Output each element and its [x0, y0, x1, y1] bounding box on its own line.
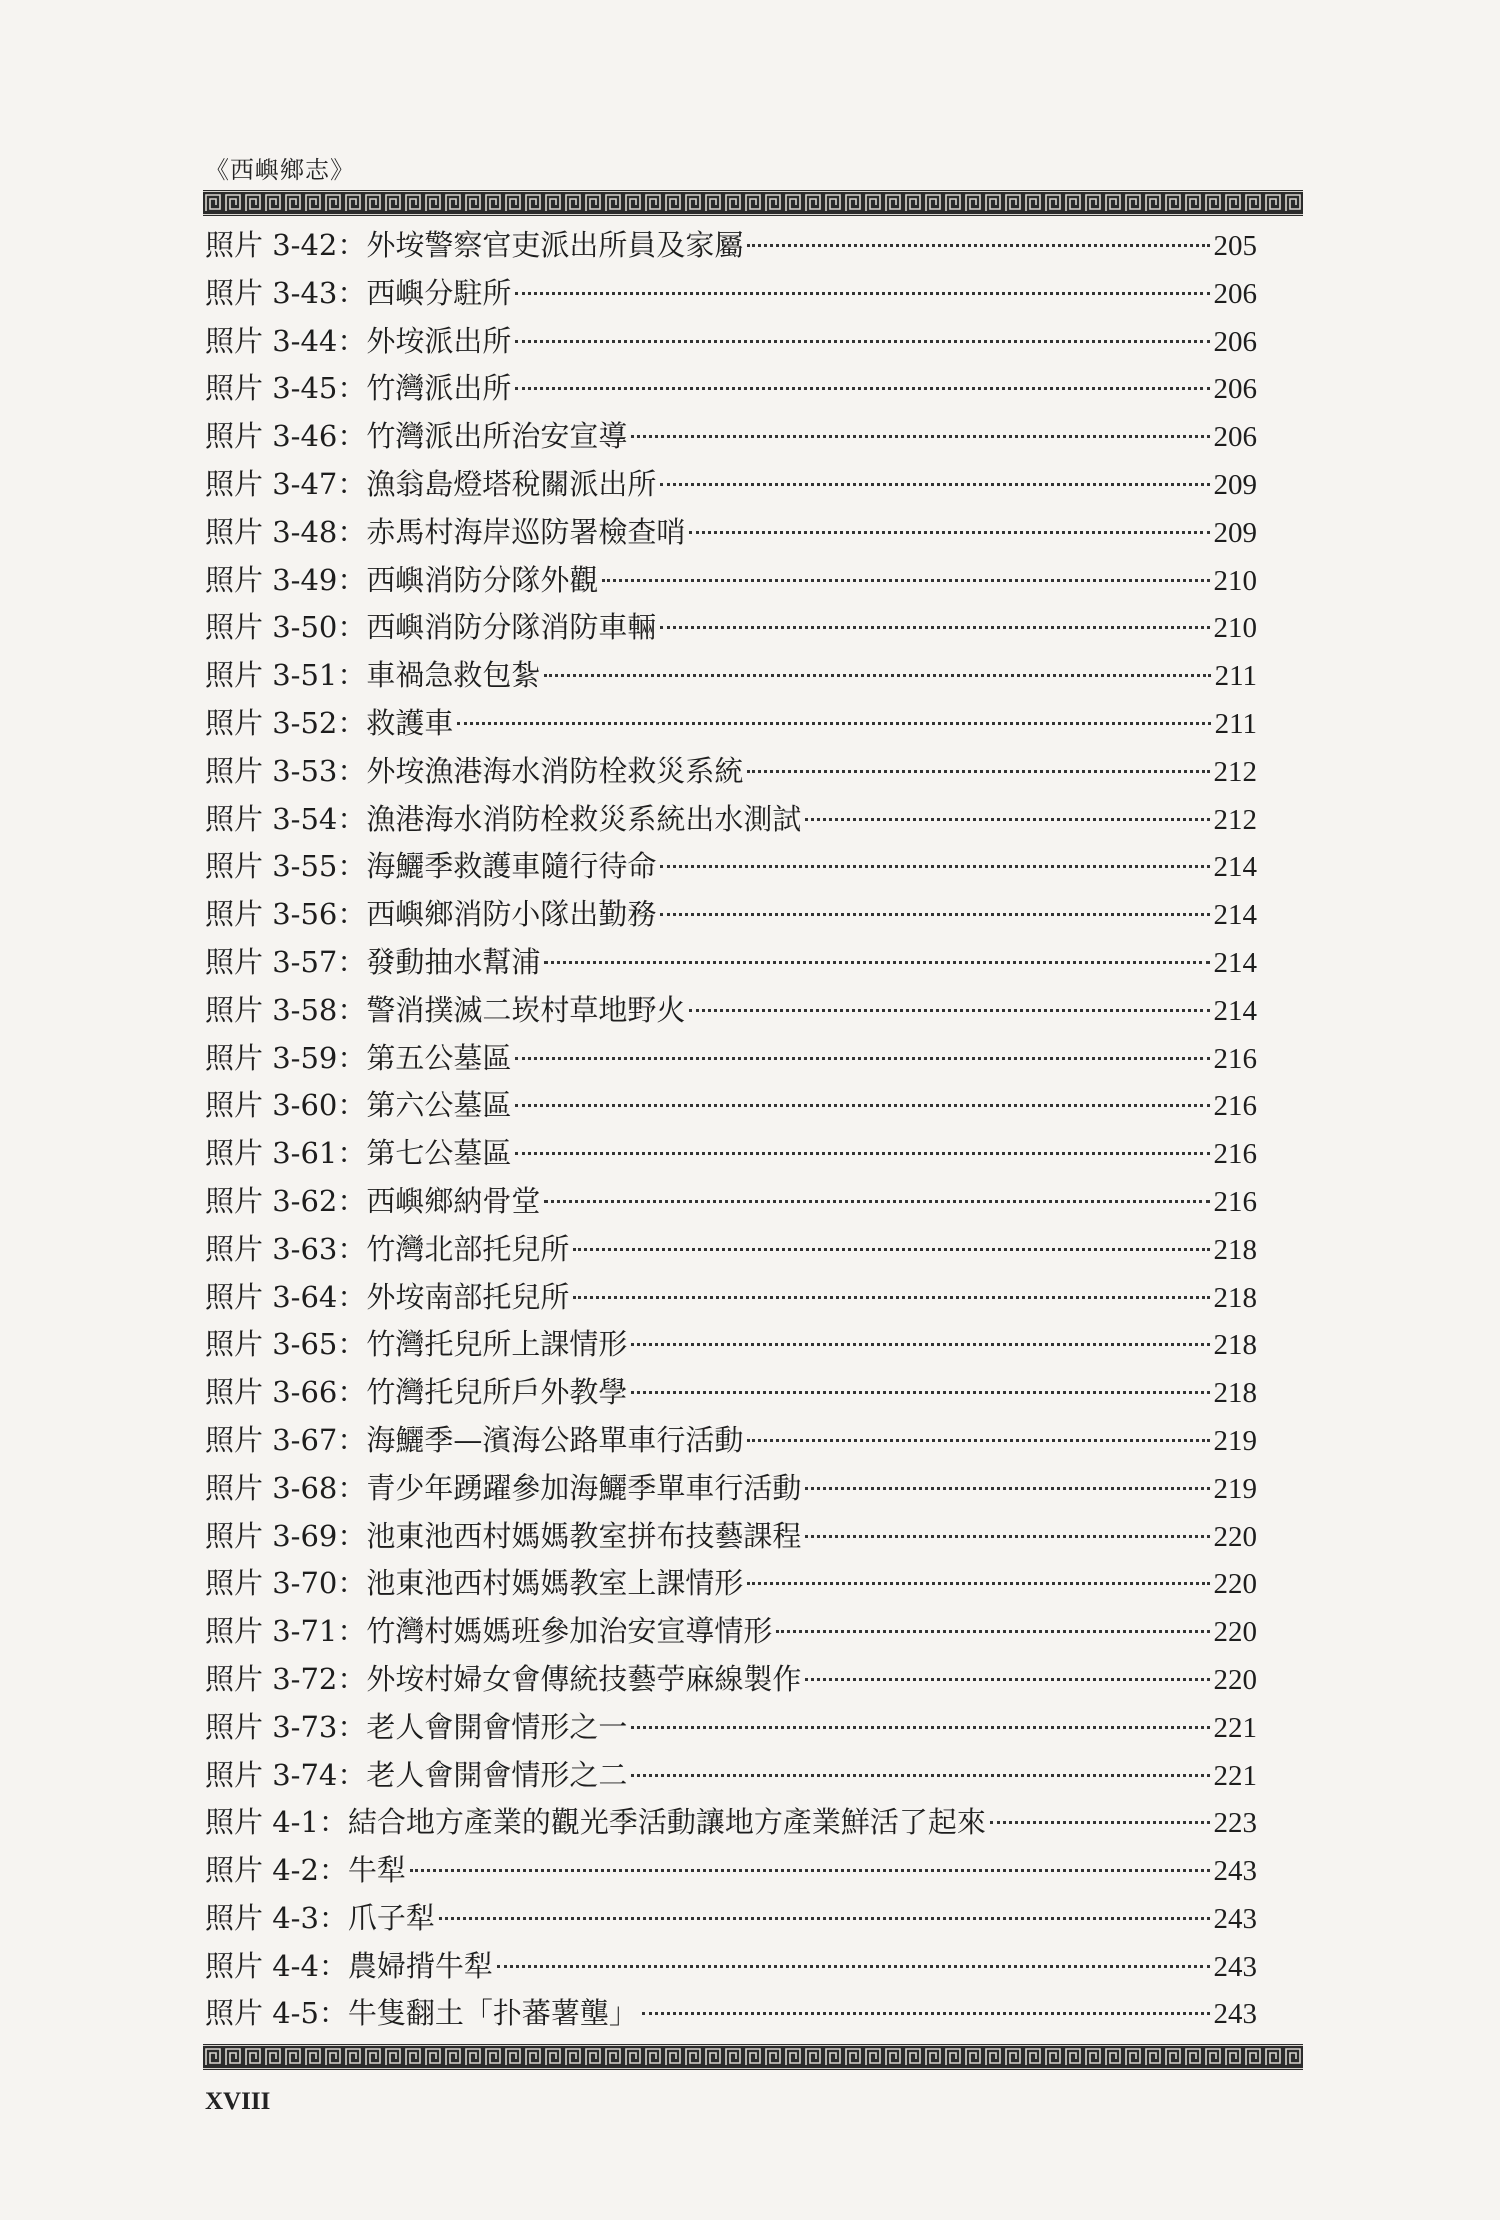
photo-label: 照片 3-52：	[205, 705, 367, 740]
dot-leader	[747, 1439, 1209, 1442]
photo-caption: 第五公墓區	[366, 1040, 512, 1075]
page-reference: 209	[1213, 468, 1257, 501]
page-reference: 210	[1213, 612, 1257, 645]
page-reference: 218	[1213, 1377, 1257, 1410]
page-reference: 218	[1213, 1281, 1257, 1314]
photo-caption: 老人會開會情形之二	[366, 1757, 628, 1792]
toc-entry	[205, 1465, 1257, 1513]
photo-caption: 竹灣派出所治安宣導	[366, 419, 628, 454]
photo-label: 照片 3-48：	[205, 514, 367, 549]
page-reference: 223	[1213, 1807, 1257, 1840]
toc-entry	[205, 1226, 1257, 1274]
page-reference: 206	[1213, 373, 1257, 406]
photo-caption: 竹灣北部托兒所	[366, 1231, 570, 1266]
dot-leader	[631, 1343, 1209, 1346]
photo-label: 照片 3-69：	[205, 1518, 367, 1553]
photo-caption: 西嶼消防分隊外觀	[366, 562, 599, 597]
photo-caption: 池東池西村媽媽教室拼布技藝課程	[366, 1518, 802, 1553]
photo-label: 照片 4-1：	[205, 1805, 348, 1840]
dot-leader	[544, 961, 1209, 964]
dot-leader	[439, 1917, 1210, 1920]
photo-caption: 西嶼鄉消防小隊出勤務	[366, 897, 657, 932]
dot-leader	[660, 626, 1209, 629]
dot-leader	[573, 1296, 1209, 1299]
dot-leader	[631, 435, 1209, 438]
photo-label: 照片 3-72：	[205, 1661, 367, 1696]
toc-entry	[205, 604, 1257, 652]
toc-entry	[205, 1560, 1257, 1608]
dot-leader	[515, 340, 1209, 343]
photo-label: 照片 3-61：	[205, 1136, 367, 1171]
page-reference: 216	[1213, 1090, 1257, 1123]
dot-leader	[689, 531, 1209, 534]
photo-label: 照片 3-60：	[205, 1088, 367, 1123]
photo-label: 照片 3-70：	[205, 1566, 367, 1601]
toc-entry	[205, 1799, 1257, 1847]
page-reference: 210	[1213, 564, 1257, 597]
photo-label: 照片 3-57：	[205, 944, 367, 979]
photo-caption: 赤馬村海岸巡防署檢查哨	[366, 514, 686, 549]
photo-label: 照片 4-5：	[205, 1996, 348, 2031]
toc-entry	[205, 509, 1257, 557]
toc-entry	[205, 1943, 1257, 1991]
toc-entry	[205, 1130, 1257, 1178]
toc-entry	[205, 270, 1257, 318]
toc-entry	[205, 652, 1257, 700]
dot-leader	[631, 1774, 1209, 1777]
photo-label: 照片 3-55：	[205, 849, 367, 884]
page-reference: 211	[1214, 660, 1257, 693]
photo-label: 照片 3-63：	[205, 1231, 367, 1266]
dot-leader	[515, 1104, 1209, 1107]
photo-caption: 海鱺季救護車隨行待命	[366, 849, 657, 884]
page-reference: 214	[1213, 851, 1257, 884]
photo-label: 照片 3-51：	[205, 658, 367, 693]
page-reference: 216	[1213, 1138, 1257, 1171]
page-reference: 243	[1213, 1855, 1257, 1888]
photo-caption: 外垵警察官吏派出所員及家屬	[366, 228, 744, 262]
photo-label: 照片 3-54：	[205, 801, 367, 836]
photo-label: 照片 3-67：	[205, 1422, 367, 1457]
photo-label: 照片 3-66：	[205, 1375, 367, 1410]
dot-leader	[747, 1582, 1209, 1585]
greek-key-border-bottom	[203, 2044, 1303, 2070]
dot-leader	[990, 1821, 1210, 1824]
photo-label: 照片 3-59：	[205, 1040, 367, 1075]
photo-label: 照片 3-65：	[205, 1327, 367, 1362]
page-reference: 209	[1213, 516, 1257, 549]
toc-entry	[205, 1895, 1257, 1943]
dot-leader	[805, 1678, 1209, 1681]
toc-entry	[205, 1513, 1257, 1561]
photo-caption: 第七公墓區	[366, 1136, 512, 1171]
page-reference: 220	[1213, 1663, 1257, 1696]
photo-label: 照片 3-47：	[205, 466, 367, 501]
dot-leader	[544, 674, 1210, 677]
photo-label: 照片 3-62：	[205, 1183, 367, 1218]
dot-leader	[805, 818, 1209, 821]
page-reference: 205	[1213, 230, 1257, 262]
photo-caption: 外垵南部托兒所	[366, 1279, 570, 1314]
toc-entry	[205, 1321, 1257, 1369]
dot-leader	[410, 1869, 1210, 1872]
dot-leader	[515, 292, 1209, 295]
dot-leader	[631, 1726, 1209, 1729]
dot-leader	[642, 2012, 1210, 2015]
photo-caption: 牛隻翻土「扑蕃薯壟」	[347, 1996, 638, 2031]
photo-caption: 竹灣托兒所戶外教學	[366, 1375, 628, 1410]
toc-entry	[205, 987, 1257, 1035]
photo-label: 照片 3-68：	[205, 1470, 367, 1505]
page-reference: 220	[1213, 1520, 1257, 1553]
page-reference: 206	[1213, 325, 1257, 358]
dot-leader	[747, 770, 1209, 773]
photo-caption: 牛犁	[347, 1853, 406, 1888]
page-reference: 221	[1213, 1759, 1257, 1792]
photo-caption: 爪子犁	[347, 1900, 435, 1935]
page-reference: 218	[1213, 1233, 1257, 1266]
photo-caption: 老人會開會情形之一	[366, 1709, 628, 1744]
toc-entry	[205, 1082, 1257, 1130]
toc-entry	[205, 1752, 1257, 1800]
photo-caption: 竹灣村媽媽班參加治安宣導情形	[366, 1614, 773, 1649]
toc-entry	[205, 1369, 1257, 1417]
toc-entry	[205, 1178, 1257, 1226]
toc-entry	[205, 461, 1257, 509]
photo-label: 照片 4-2：	[205, 1853, 348, 1888]
dot-leader	[573, 1248, 1209, 1251]
dot-leader	[497, 1965, 1210, 1968]
photo-caption: 救護車	[366, 705, 454, 740]
toc-entry	[205, 1035, 1257, 1083]
photo-caption: 外垵村婦女會傳統技藝苧麻線製作	[366, 1661, 802, 1696]
toc-entry	[205, 1608, 1257, 1656]
dot-leader	[631, 1391, 1209, 1394]
photo-label: 照片 3-74：	[205, 1757, 367, 1792]
photo-label: 照片 3-64：	[205, 1279, 367, 1314]
dot-leader	[805, 1487, 1209, 1490]
photo-label: 照片 3-58：	[205, 992, 367, 1027]
photo-label: 照片 3-73：	[205, 1709, 367, 1744]
dot-leader	[602, 579, 1209, 582]
page-reference: 243	[1213, 1902, 1257, 1935]
dot-leader	[689, 1009, 1209, 1012]
toc-entry	[205, 1847, 1257, 1895]
photo-caption: 海鱺季—濱海公路單車行活動	[366, 1422, 744, 1457]
photo-caption: 農婦揹牛犁	[347, 1948, 493, 1983]
toc-entry	[205, 1274, 1257, 1322]
toc-entry	[205, 557, 1257, 605]
page-reference: 212	[1213, 803, 1257, 836]
page-reference: 211	[1214, 707, 1257, 740]
dot-leader	[747, 244, 1209, 247]
dot-leader	[515, 1057, 1209, 1060]
greek-key-border-top	[203, 190, 1303, 216]
toc-entry	[205, 318, 1257, 366]
toc-entry	[205, 748, 1257, 796]
dot-leader	[457, 722, 1210, 725]
page-reference: 221	[1213, 1711, 1257, 1744]
photo-caption: 發動抽水幫浦	[366, 944, 541, 979]
toc-entry	[205, 1704, 1257, 1752]
dot-leader	[515, 387, 1209, 390]
page-reference: 243	[1213, 1998, 1257, 2031]
photo-caption: 第六公墓區	[366, 1088, 512, 1123]
toc-entry	[205, 843, 1257, 891]
page-reference: 214	[1213, 899, 1257, 932]
page-reference: 214	[1213, 946, 1257, 979]
photo-label: 照片 3-44：	[205, 323, 367, 358]
toc-entry	[205, 1417, 1257, 1465]
photo-label: 照片 3-42：	[205, 228, 367, 262]
photo-caption: 漁港海水消防栓救災系統出水測試	[366, 801, 802, 836]
running-header-book-title: 《西嶼鄉志》	[205, 156, 355, 184]
page-reference: 206	[1213, 421, 1257, 454]
dot-leader	[805, 1535, 1209, 1538]
page-reference: 219	[1213, 1472, 1257, 1505]
dot-leader	[660, 483, 1209, 486]
page-reference: 243	[1213, 1950, 1257, 1983]
dot-leader	[660, 913, 1209, 916]
photo-caption: 警消撲滅二崁村草地野火	[366, 992, 686, 1027]
dot-leader	[544, 1200, 1209, 1203]
photo-index-list	[205, 222, 1257, 2038]
toc-entry	[205, 796, 1257, 844]
toc-entry	[205, 939, 1257, 987]
photo-caption: 池東池西村媽媽教室上課情形	[366, 1566, 744, 1601]
photo-caption: 青少年踴躍參加海鱺季單車行活動	[366, 1470, 802, 1505]
dot-leader	[776, 1630, 1209, 1633]
page-reference: 212	[1213, 755, 1257, 788]
page-reference: 220	[1213, 1568, 1257, 1601]
dot-leader	[515, 1152, 1209, 1155]
page-reference: 218	[1213, 1329, 1257, 1362]
toc-entry	[205, 700, 1257, 748]
photo-caption: 車禍急救包紮	[366, 658, 541, 693]
toc-entry	[205, 1990, 1257, 2038]
page-reference: 220	[1213, 1616, 1257, 1649]
photo-caption: 外垵派出所	[366, 323, 512, 358]
photo-label: 照片 3-53：	[205, 753, 367, 788]
photo-caption: 外垵漁港海水消防栓救災系統	[366, 753, 744, 788]
photo-caption: 竹灣托兒所上課情形	[366, 1327, 628, 1362]
photo-label: 照片 3-50：	[205, 610, 367, 645]
page-reference: 216	[1213, 1185, 1257, 1218]
toc-entry	[205, 365, 1257, 413]
toc-entry	[205, 413, 1257, 461]
photo-label: 照片 3-46：	[205, 419, 367, 454]
photo-caption: 結合地方產業的觀光季活動讓地方產業鮮活了起來	[347, 1805, 986, 1840]
photo-label: 照片 3-45：	[205, 371, 367, 406]
page-reference: 206	[1213, 277, 1257, 310]
page-reference: 219	[1213, 1424, 1257, 1457]
photo-label: 照片 3-56：	[205, 897, 367, 932]
photo-caption: 漁翁島燈塔稅關派出所	[366, 466, 657, 501]
photo-label: 照片 4-3：	[205, 1900, 348, 1935]
page-number: XVIII	[205, 2088, 271, 2115]
photo-label: 照片 3-49：	[205, 562, 367, 597]
photo-label: 照片 3-71：	[205, 1614, 367, 1649]
photo-caption: 西嶼消防分隊消防車輛	[366, 610, 657, 645]
dot-leader	[660, 865, 1209, 868]
toc-entry	[205, 222, 1257, 270]
photo-label: 照片 3-43：	[205, 275, 367, 310]
photo-caption: 西嶼鄉納骨堂	[366, 1183, 541, 1218]
photo-caption: 西嶼分駐所	[366, 275, 512, 310]
page-reference: 216	[1213, 1042, 1257, 1075]
page-reference: 214	[1213, 994, 1257, 1027]
toc-entry	[205, 891, 1257, 939]
photo-label: 照片 4-4：	[205, 1948, 348, 1983]
photo-caption: 竹灣派出所	[366, 371, 512, 406]
toc-entry	[205, 1656, 1257, 1704]
